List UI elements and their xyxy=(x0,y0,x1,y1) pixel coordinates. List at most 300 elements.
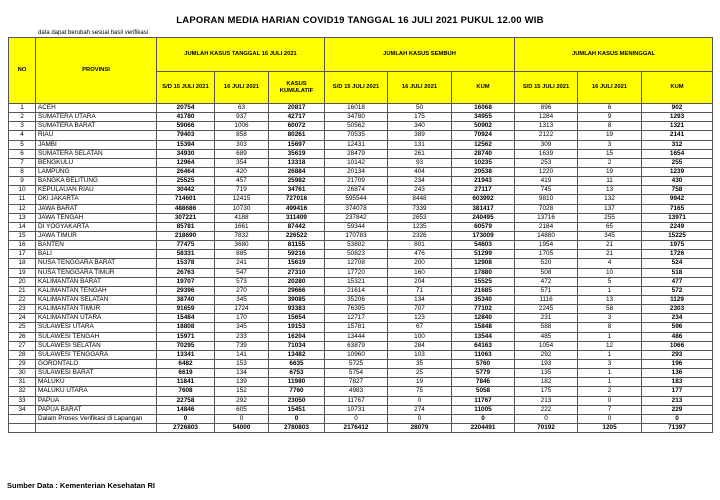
cell-sembuh-kum: 77102 xyxy=(452,305,515,314)
cell-meninggal-kum: 0 xyxy=(642,414,713,423)
cell-kasus-kum: 87442 xyxy=(269,222,325,231)
cell-sembuh-today: 2653 xyxy=(388,213,452,222)
cell-sembuh-today: 234 xyxy=(388,177,452,186)
cell-sembuh-sd: 17720 xyxy=(325,268,388,277)
cell-meninggal-kum: 524 xyxy=(642,259,713,268)
cell-kasus-today: 858 xyxy=(215,131,269,140)
cell-meninggal-today: 2 xyxy=(578,387,642,396)
cell-kasus-today: 141 xyxy=(215,350,269,359)
cell-meninggal-sd: 70192 xyxy=(515,423,578,432)
cell-kasus-kum: 15654 xyxy=(269,314,325,323)
cell-sembuh-today: 801 xyxy=(388,241,452,250)
cell-meninggal-sd: 2245 xyxy=(515,305,578,314)
cell-meninggal-today: 4 xyxy=(578,259,642,268)
cell-kasus-kum: 25982 xyxy=(269,177,325,186)
cell-kasus-today: 345 xyxy=(215,323,269,332)
cell-sembuh-sd: 59344 xyxy=(325,222,388,231)
cell-sembuh-today: 28079 xyxy=(388,423,452,432)
cell-kasus-today: 0 xyxy=(215,414,269,423)
cell-sembuh-sd: 11767 xyxy=(325,396,388,405)
table-row xyxy=(9,305,713,314)
cell-meninggal-sd: 175 xyxy=(515,387,578,396)
table-row xyxy=(9,140,713,149)
cell-kasus-sd: 26464 xyxy=(157,167,215,176)
cell-sembuh-sd: 374078 xyxy=(325,204,388,213)
cell-kasus-sd: 2726803 xyxy=(157,423,215,432)
cell-meninggal-kum: 596 xyxy=(642,323,713,332)
cell-kasus-kum: 29666 xyxy=(269,286,325,295)
cell-sembuh-sd: 50823 xyxy=(325,250,388,259)
cell-meninggal-today: 3 xyxy=(578,314,642,323)
cell-meninggal-today: 1 xyxy=(578,378,642,387)
cell-sembuh-sd: 76395 xyxy=(325,305,388,314)
cell-no: 26 xyxy=(9,332,36,341)
cell-sembuh-today: 284 xyxy=(388,341,452,350)
cell-meninggal-sd: 896 xyxy=(515,104,578,113)
cell-no: 17 xyxy=(9,250,36,259)
cell-kasus-kum: 311409 xyxy=(269,213,325,222)
cell-provinsi: RIAU xyxy=(36,131,157,140)
cell-sembuh-kum: 21943 xyxy=(452,177,515,186)
cell-sembuh-kum: 381417 xyxy=(452,204,515,213)
table-row xyxy=(9,295,713,304)
cell-no xyxy=(9,423,36,432)
header-group-meninggal: JUMLAH KASUS MENINGGAL xyxy=(515,38,713,72)
cell-meninggal-today: 0 xyxy=(578,396,642,405)
cell-sembuh-today: 131 xyxy=(388,140,452,149)
cell-kasus-kum: 93383 xyxy=(269,305,325,314)
cell-provinsi: NUSA TENGGARA BARAT xyxy=(36,259,157,268)
cell-kasus-sd: 30442 xyxy=(157,186,215,195)
cell-sembuh-kum: 35340 xyxy=(452,295,515,304)
cell-kasus-kum: 15451 xyxy=(269,405,325,414)
cell-sembuh-kum: 12840 xyxy=(452,314,515,323)
cell-no: 5 xyxy=(9,140,36,149)
cell-meninggal-sd: 1639 xyxy=(515,149,578,158)
cell-kasus-sd: 79403 xyxy=(157,131,215,140)
table-row xyxy=(9,186,713,195)
cell-meninggal-sd: 292 xyxy=(515,350,578,359)
cell-meninggal-sd: 0 xyxy=(515,414,578,423)
cell-sembuh-kum: 50902 xyxy=(452,122,515,131)
cell-sembuh-today: 404 xyxy=(388,167,452,176)
cell-sembuh-sd: 70535 xyxy=(325,131,388,140)
cell-meninggal-sd: 419 xyxy=(515,177,578,186)
cell-kasus-sd: 0 xyxy=(157,414,215,423)
cell-sembuh-today: 134 xyxy=(388,295,452,304)
cell-meninggal-kum: 136 xyxy=(642,369,713,378)
cell-provinsi: SULAWESI TENGGARA xyxy=(36,350,157,359)
cell-sembuh-today: 274 xyxy=(388,405,452,414)
cell-kasus-kum: 727016 xyxy=(269,195,325,204)
cell-meninggal-today: 1205 xyxy=(578,423,642,432)
cell-kasus-sd: 19707 xyxy=(157,277,215,286)
table-row xyxy=(9,213,713,222)
cell-sembuh-kum: 51299 xyxy=(452,250,515,259)
table-row xyxy=(9,177,713,186)
cell-kasus-kum: 59216 xyxy=(269,250,325,259)
cell-sembuh-today: 71 xyxy=(388,286,452,295)
cell-sembuh-kum: 70924 xyxy=(452,131,515,140)
cell-meninggal-kum: 13971 xyxy=(642,213,713,222)
cell-meninggal-kum: 2141 xyxy=(642,131,713,140)
cell-kasus-sd: 59066 xyxy=(157,122,215,131)
cell-meninggal-today: 13 xyxy=(578,295,642,304)
table-row xyxy=(9,323,713,332)
cell-meninggal-today: 58 xyxy=(578,305,642,314)
cell-sembuh-today: 19 xyxy=(388,378,452,387)
cell-sembuh-sd: 237842 xyxy=(325,213,388,222)
cell-kasus-sd: 15971 xyxy=(157,332,215,341)
table-row xyxy=(9,405,713,414)
cell-kasus-kum: 23050 xyxy=(269,396,325,405)
cell-provinsi: SULAWESI SELATAN xyxy=(36,341,157,350)
cell-sembuh-kum: 15848 xyxy=(452,323,515,332)
table-row xyxy=(9,369,713,378)
cell-kasus-sd: 26763 xyxy=(157,268,215,277)
cell-sembuh-today: 160 xyxy=(388,268,452,277)
cell-sembuh-kum: 54603 xyxy=(452,241,515,250)
cell-no: 19 xyxy=(9,268,36,277)
cell-kasus-sd: 12964 xyxy=(157,158,215,167)
cell-meninggal-today: 11 xyxy=(578,177,642,186)
cell-meninggal-sd: 508 xyxy=(515,268,578,277)
covid-table xyxy=(8,37,713,433)
cell-provinsi: DKI JAKARTA xyxy=(36,195,157,204)
cell-kasus-kum: 35619 xyxy=(269,149,325,158)
cell-no: 1 xyxy=(9,104,36,113)
cell-meninggal-today: 21 xyxy=(578,250,642,259)
cell-sembuh-today: 2326 xyxy=(388,231,452,240)
cell-kasus-today: 152 xyxy=(215,387,269,396)
cell-provinsi: SUMATERA SELATAN xyxy=(36,149,157,158)
cell-sembuh-today: 67 xyxy=(388,323,452,332)
header-meninggal-kum: KUM xyxy=(642,72,713,104)
cell-provinsi: KALIMANTAN UTARA xyxy=(36,314,157,323)
cell-meninggal-kum: 2249 xyxy=(642,222,713,231)
cell-kasus-sd: 34930 xyxy=(157,149,215,158)
cell-meninggal-sd: 1116 xyxy=(515,295,578,304)
cell-provinsi xyxy=(36,423,157,432)
cell-sembuh-sd: 10731 xyxy=(325,405,388,414)
cell-meninggal-kum: 213 xyxy=(642,396,713,405)
cell-provinsi: NUSA TENGGARA TIMUR xyxy=(36,268,157,277)
cell-sembuh-sd: 34780 xyxy=(325,113,388,122)
cell-sembuh-kum: 21685 xyxy=(452,286,515,295)
cell-sembuh-kum: 13544 xyxy=(452,332,515,341)
cell-meninggal-today: 6 xyxy=(578,104,642,113)
cell-sembuh-sd: 50562 xyxy=(325,122,388,131)
cell-kasus-kum: 80261 xyxy=(269,131,325,140)
cell-meninggal-sd: 213 xyxy=(515,396,578,405)
cell-provinsi: SUMATERA BARAT xyxy=(36,122,157,131)
cell-provinsi: GORONTALO xyxy=(36,359,157,368)
cell-kasus-kum: 226522 xyxy=(269,231,325,240)
cell-meninggal-kum: 1726 xyxy=(642,250,713,259)
total-row xyxy=(9,423,713,432)
cell-sembuh-sd: 12708 xyxy=(325,259,388,268)
cell-kasus-today: 10730 xyxy=(215,204,269,213)
cell-kasus-today: 241 xyxy=(215,259,269,268)
cell-no: 24 xyxy=(9,314,36,323)
cell-sembuh-kum: 5779 xyxy=(452,369,515,378)
table-row xyxy=(9,104,713,113)
cell-meninggal-today: 8 xyxy=(578,122,642,131)
cell-meninggal-today: 137 xyxy=(578,204,642,213)
cell-kasus-today: 134 xyxy=(215,369,269,378)
header-group-kasus: JUMLAH KASUS TANGGAL 16 JULI 2021 xyxy=(157,38,325,72)
header-sembuh-today: 16 JULI 2021 xyxy=(388,72,452,104)
cell-meninggal-today: 1 xyxy=(578,350,642,359)
cell-sembuh-kum: 12908 xyxy=(452,259,515,268)
cell-sembuh-today: 0 xyxy=(388,396,452,405)
cell-sembuh-kum: 7846 xyxy=(452,378,515,387)
cell-sembuh-today: 50 xyxy=(388,104,452,113)
cell-provinsi: SULAWESI UTARA xyxy=(36,323,157,332)
cell-kasus-kum: 499416 xyxy=(269,204,325,213)
cell-meninggal-kum: 7165 xyxy=(642,204,713,213)
cell-sembuh-today: 35 xyxy=(388,359,452,368)
cell-sembuh-sd: 15781 xyxy=(325,323,388,332)
cell-kasus-kum: 42717 xyxy=(269,113,325,122)
cell-sembuh-today: 123 xyxy=(388,314,452,323)
cell-meninggal-today: 19 xyxy=(578,167,642,176)
cell-kasus-sd: 218690 xyxy=(157,231,215,240)
cell-kasus-kum: 60072 xyxy=(269,122,325,131)
cell-sembuh-today: 8448 xyxy=(388,195,452,204)
cell-kasus-sd: 13341 xyxy=(157,350,215,359)
cell-sembuh-today: 100 xyxy=(388,332,452,341)
cell-no: 20 xyxy=(9,277,36,286)
cell-kasus-sd: 38740 xyxy=(157,295,215,304)
table-row xyxy=(9,286,713,295)
cell-sembuh-sd: 13444 xyxy=(325,332,388,341)
cell-sembuh-sd: 35206 xyxy=(325,295,388,304)
cell-meninggal-today: 12 xyxy=(578,341,642,350)
cell-provinsi: BANTEN xyxy=(36,241,157,250)
cell-sembuh-today: 389 xyxy=(388,131,452,140)
cell-sembuh-sd: 53802 xyxy=(325,241,388,250)
cell-kasus-kum: 7760 xyxy=(269,387,325,396)
cell-sembuh-kum: 173009 xyxy=(452,231,515,240)
cell-kasus-kum: 13482 xyxy=(269,350,325,359)
table-row xyxy=(9,350,713,359)
cell-meninggal-today: 13 xyxy=(578,186,642,195)
cell-kasus-sd: 14846 xyxy=(157,405,215,414)
cell-meninggal-sd: 571 xyxy=(515,286,578,295)
cell-kasus-sd: 11841 xyxy=(157,378,215,387)
cell-kasus-kum: 11980 xyxy=(269,378,325,387)
cell-no: 23 xyxy=(9,305,36,314)
cell-provinsi: MALUKU UTARA xyxy=(36,387,157,396)
cell-meninggal-today: 9 xyxy=(578,113,642,122)
cell-no: 30 xyxy=(9,369,36,378)
cell-meninggal-today: 8 xyxy=(578,323,642,332)
cell-no: 15 xyxy=(9,231,36,240)
cell-kasus-kum: 81155 xyxy=(269,241,325,250)
cell-kasus-sd: 29396 xyxy=(157,286,215,295)
cell-kasus-today: 345 xyxy=(215,295,269,304)
cell-kasus-kum: 39085 xyxy=(269,295,325,304)
cell-provinsi: SULAWESI TENGAH xyxy=(36,332,157,341)
cell-sembuh-kum: 15525 xyxy=(452,277,515,286)
cell-meninggal-today: 15 xyxy=(578,149,642,158)
cell-provinsi: JAWA BARAT xyxy=(36,204,157,213)
cell-provinsi: BALI xyxy=(36,250,157,259)
cell-meninggal-sd: 1220 xyxy=(515,167,578,176)
cell-kasus-today: 605 xyxy=(215,405,269,414)
cell-kasus-today: 3680 xyxy=(215,241,269,250)
table-row xyxy=(9,167,713,176)
cell-kasus-sd: 22758 xyxy=(157,396,215,405)
cell-sembuh-sd: 26874 xyxy=(325,186,388,195)
report-title: LAPORAN MEDIA HARIAN COVID19 TANGGAL 16 JULI 2021 PUKUL 12.00 WIB xyxy=(176,15,544,26)
cell-kasus-kum: 20280 xyxy=(269,277,325,286)
cell-meninggal-sd: 2122 xyxy=(515,131,578,140)
cell-sembuh-sd: 595544 xyxy=(325,195,388,204)
cell-meninggal-kum: 2303 xyxy=(642,305,713,314)
cell-no xyxy=(9,414,36,423)
cell-provinsi: JAMBI xyxy=(36,140,157,149)
cell-kasus-today: 719 xyxy=(215,186,269,195)
cell-kasus-sd: 85781 xyxy=(157,222,215,231)
cell-sembuh-kum: 27117 xyxy=(452,186,515,195)
cell-sembuh-today: 75 xyxy=(388,387,452,396)
cell-kasus-sd: 15378 xyxy=(157,259,215,268)
cell-meninggal-kum: 430 xyxy=(642,177,713,186)
cell-kasus-kum: 0 xyxy=(269,414,325,423)
cell-meninggal-today: 1 xyxy=(578,332,642,341)
cell-no: 25 xyxy=(9,323,36,332)
cell-no: 9 xyxy=(9,177,36,186)
header-kasus-kum: KASUS KUMULATIF xyxy=(269,72,325,104)
cell-kasus-kum: 6753 xyxy=(269,369,325,378)
table-row xyxy=(9,131,713,140)
cell-sembuh-sd: 10142 xyxy=(325,158,388,167)
cell-kasus-sd: 15484 xyxy=(157,314,215,323)
cell-no: 3 xyxy=(9,122,36,131)
cell-kasus-today: 7832 xyxy=(215,231,269,240)
cell-meninggal-kum: 293 xyxy=(642,350,713,359)
cell-no: 29 xyxy=(9,359,36,368)
cell-sembuh-sd: 5725 xyxy=(325,359,388,368)
cell-sembuh-today: 175 xyxy=(388,113,452,122)
cell-meninggal-sd: 1954 xyxy=(515,241,578,250)
cell-meninggal-kum: 71397 xyxy=(642,423,713,432)
cell-meninggal-sd: 472 xyxy=(515,277,578,286)
table-row xyxy=(9,396,713,405)
table-row xyxy=(9,113,713,122)
cell-sembuh-kum: 11005 xyxy=(452,405,515,414)
cell-meninggal-kum: 196 xyxy=(642,359,713,368)
cell-kasus-today: 292 xyxy=(215,396,269,405)
cell-no: 6 xyxy=(9,149,36,158)
cell-kasus-sd: 70295 xyxy=(157,341,215,350)
cell-meninggal-kum: 1975 xyxy=(642,241,713,250)
cell-kasus-kum: 2780803 xyxy=(269,423,325,432)
cell-meninggal-kum: 758 xyxy=(642,186,713,195)
cell-kasus-today: 1724 xyxy=(215,305,269,314)
cell-meninggal-kum: 486 xyxy=(642,332,713,341)
cell-kasus-today: 170 xyxy=(215,314,269,323)
header-meninggal-sd: S/D 15 JULI 2021 xyxy=(515,72,578,104)
cell-sembuh-sd: 20134 xyxy=(325,167,388,176)
cell-kasus-sd: 15394 xyxy=(157,140,215,149)
cell-meninggal-kum: 477 xyxy=(642,277,713,286)
cell-meninggal-kum: 1293 xyxy=(642,113,713,122)
cell-provinsi: DI YOGYAKARTA xyxy=(36,222,157,231)
header-meninggal-today: 16 JULI 2021 xyxy=(578,72,642,104)
cell-kasus-kum: 15697 xyxy=(269,140,325,149)
cell-kasus-sd: 25525 xyxy=(157,177,215,186)
table-row xyxy=(9,204,713,213)
cell-no: 33 xyxy=(9,396,36,405)
cell-kasus-sd: 77475 xyxy=(157,241,215,250)
cell-sembuh-sd: 63879 xyxy=(325,341,388,350)
cell-provinsi: JAWA TIMUR xyxy=(36,231,157,240)
table-row xyxy=(9,149,713,158)
cell-sembuh-kum: 60579 xyxy=(452,222,515,231)
table-row xyxy=(9,231,713,240)
cell-meninggal-sd: 1313 xyxy=(515,122,578,131)
table-row xyxy=(9,359,713,368)
cell-sembuh-kum: 16068 xyxy=(452,104,515,113)
cell-sembuh-today: 476 xyxy=(388,250,452,259)
cell-kasus-sd: 58331 xyxy=(157,250,215,259)
table-row xyxy=(9,122,713,131)
cell-no: 28 xyxy=(9,350,36,359)
table-row xyxy=(9,195,713,204)
cell-sembuh-today: 0 xyxy=(388,414,452,423)
cell-sembuh-sd: 21614 xyxy=(325,286,388,295)
cell-kasus-kum: 16204 xyxy=(269,332,325,341)
cell-kasus-today: 63 xyxy=(215,104,269,113)
cell-no: 18 xyxy=(9,259,36,268)
cell-meninggal-today: 5 xyxy=(578,277,642,286)
cell-sembuh-kum: 12562 xyxy=(452,140,515,149)
cell-no: 21 xyxy=(9,286,36,295)
cell-sembuh-kum: 17880 xyxy=(452,268,515,277)
cell-kasus-today: 1006 xyxy=(215,122,269,131)
cell-provinsi: MALUKU xyxy=(36,378,157,387)
cell-meninggal-sd: 309 xyxy=(515,140,578,149)
cell-kasus-today: 937 xyxy=(215,113,269,122)
cell-sembuh-today: 204 xyxy=(388,277,452,286)
cell-sembuh-sd: 0 xyxy=(325,414,388,423)
cell-kasus-today: 139 xyxy=(215,378,269,387)
cell-kasus-sd: 91659 xyxy=(157,305,215,314)
cell-sembuh-today: 707 xyxy=(388,305,452,314)
cell-sembuh-today: 340 xyxy=(388,122,452,131)
header-kasus-today: 16 JULI 2021 xyxy=(215,72,269,104)
cell-meninggal-kum: 177 xyxy=(642,387,713,396)
cell-meninggal-today: 65 xyxy=(578,222,642,231)
cell-no: 7 xyxy=(9,158,36,167)
cell-provinsi: KEPULAUAN RIAU xyxy=(36,186,157,195)
cell-kasus-today: 153 xyxy=(215,359,269,368)
cell-kasus-sd: 41780 xyxy=(157,113,215,122)
cell-provinsi: SULAWESI BARAT xyxy=(36,369,157,378)
cell-sembuh-kum: 0 xyxy=(452,414,515,423)
cell-sembuh-sd: 16018 xyxy=(325,104,388,113)
cell-meninggal-kum: 1654 xyxy=(642,149,713,158)
cell-sembuh-kum: 603992 xyxy=(452,195,515,204)
cell-sembuh-sd: 12431 xyxy=(325,140,388,149)
cell-kasus-kum: 27310 xyxy=(269,268,325,277)
cell-sembuh-sd: 2176412 xyxy=(325,423,388,432)
cell-sembuh-kum: 2204491 xyxy=(452,423,515,432)
cell-sembuh-sd: 12717 xyxy=(325,314,388,323)
